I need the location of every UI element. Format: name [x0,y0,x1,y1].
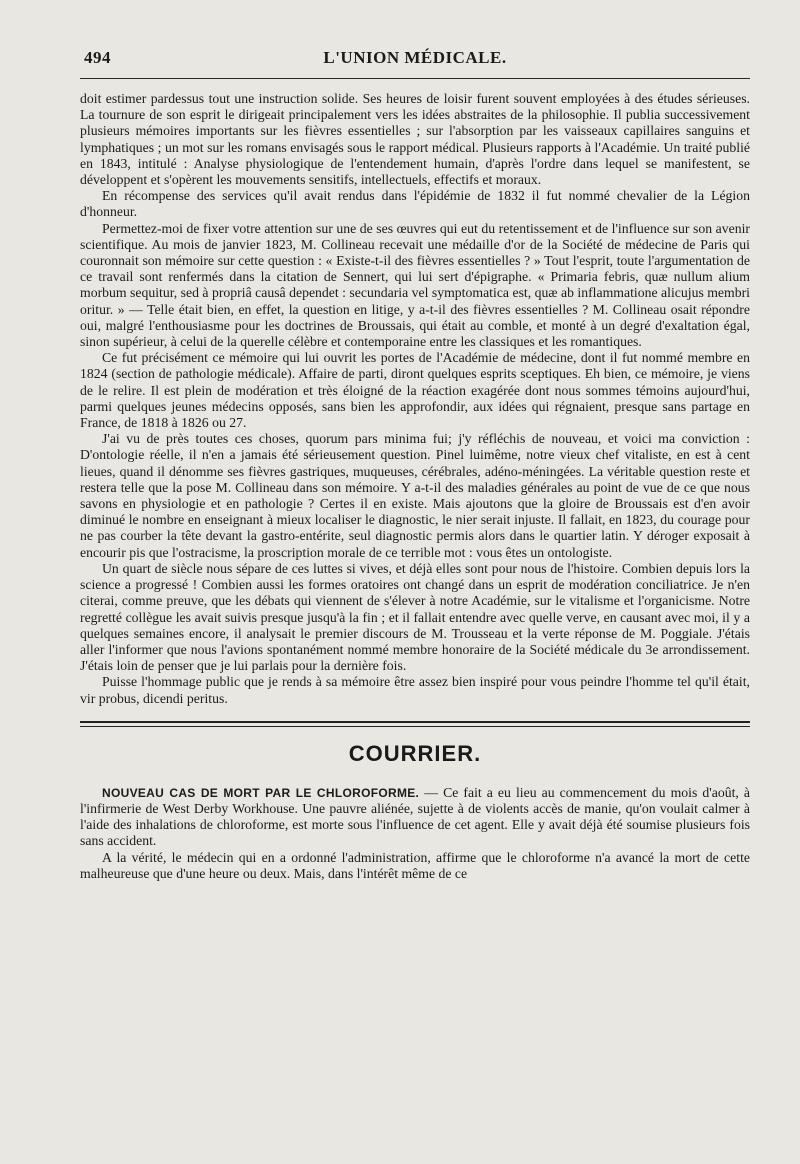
page-number: 494 [84,48,111,67]
paragraph: A la vérité, le médecin qui en a ordonné l'administration, affirme que le chloroforme n'a avancé la mort de cette malheureuse que d'une heure ou deux. Mais, dans l'intérêt même de ce [80,849,750,881]
running-title: L'UNION MÉDICALE. [323,48,507,67]
paragraph: doit estimer pardessus tout une instruction solide. Ses heures de loisir furent souvent employées à des études sérieuses. La tournure de son esprit le dirigeait principalement vers les idées abstraites de la philosophie. Il publia successivement plusieurs mémoires importants sur les fièvres essentielles ; sur l'absorption par les vaisseaux capillaires sanguins et lymphatiques ; un mot sur les romans envisagés sous le rapport médical. Plusieurs rapports à l'Académie. Un traité publié en 1843, intitulé : Analyse physiologique de l'entendement humain, d'après l'ordre dans lequel se manifestent, se développent et s'opèrent les mouvements sensitifs, intellectuels, effectifs et moraux. [80,91,750,188]
paragraph: En récompense des services qu'il avait rendus dans l'épidémie de 1832 il fut nommé chevalier de la Légion d'honneur. [80,188,750,220]
paragraph: Permettez-moi de fixer votre attention sur une de ses œuvres qui eut du retentissement et de l'influence sur son avenir scientifique. Au mois de janvier 1823, M. Collineau recevait une médaille d'or de la Société de médecine de Paris qui couronnait son mémoire sur cette question : « Existe-t-il des fièvres essentielles ? » Tout l'esprit, toute l'argumentation de ce travail sont renfermés dans la citation de Sennert, qui lui sert d'épigraphe. « Primaria febris, quæ nullum alium morbum sequitur, sed à propriâ causâ dependet : secundaria vel symptomatica est, quæ ab inflammatione alicujus membri oritur. » — Telle était bien, en effet, la question en litige, y a-t-il des fièvres essentielles ? M. Collineau osait répondre oui, malgré l'enthousiasme pour les doctrines de Broussais, qui était au comble, et monté à un degré d'exaltation égal, sinon supérieur, à celui de la querelle célèbre et contemporaine entre les classiques et les romantiques. [80,220,750,350]
section-divider [80,721,750,727]
header-rule [80,78,750,79]
paragraph: Puisse l'hommage public que je rends à sa mémoire être assez bien inspiré pour vous peindre l'homme tel qu'il était, vir probus, dicendi peritus. [80,674,750,706]
article-body [80,91,750,707]
section-title: COURRIER. [348,740,482,766]
paragraph: Un quart de siècle nous sépare de ces luttes si vives, et déjà elles sont pour nous de l'histoire. Combien depuis lors la science a progressé ! Combien aussi les formes oratoires ont changé dans un esprit de modération conciliatrice. Je n'en citerai, comme preuve, que les débats qui viennent de s'élever à notre Académie, sur le vitalisme et l'organicisme. Notre regretté collègue les avait suivis presque jusqu'à la fin ; et il fallait entendre avec quelle verve, en causant avec moi, il y a quelques semaines encore, il analysait le premier discours de M. Trousseau et la verte réponse de M. Poggiale. J'étais aller l'informer que nous l'avions spontanément nommé membre honoraire de la Société médicale du 3e arrondissement. J'étais loin de penser que je lui parlais pour la dernière fois. [80,560,750,674]
courrier-paragraph [80,785,750,850]
news-headline: NOUVEAU CAS DE MORT PAR LE CHLOROFORME. [102,785,420,800]
courrier-body [80,785,750,882]
page-header [80,44,750,74]
paragraph: J'ai vu de près toutes ces choses, quorum pars minima fui; j'y réfléchis de nouveau, et voici ma conviction : D'ontologie réelle, il n'en a jamais été sérieusement question. Pinel luimême, notre vieux chef vitaliste, en est à cent lieues, quand il dénomme ses fièvres gastriques, muqueuses, cérébrales, adéno-méningées. La véritable question reste et restera telle que la pose M. Collineau dans son mémoire. Y a-t-il des maladies générales au point de vue de ce que nous savons en physiologie et en pathologie ? Certes il en existe. Mais ajoutons que la gloire de Broussais est d'en avoir diminué le nombre en enseignant à mieux localiser le diagnostic, le nier serait injuste. Il fallait, en 1823, du courage pour ne pas courber la tête devant la gastro-entérite, seul diagnostic permis alors dans le quartier latin. Y déroger exposait à encourir pis que l'ostracisme, la proscription morale de ce terrible mot : vous êtes un ontologiste. [80,431,750,560]
news-text: — Ce fait a eu lieu au commencement du mois d'août, à l'infirmerie de West Derby Workhouse. Une pauvre aliénée, sujette à de violents accès de manie, qu'on voulait calmer à l'aide des inhalations de chloroforme, est morte sous l'influence de cet agent. Elle y avait déjà été soumise plusieurs fois sans accident. [80,784,751,849]
paragraph: Ce fut précisément ce mémoire qui lui ouvrit les portes de l'Académie de médecine, dont il fut nommé membre en 1824 (section de pathologie médicale). Affaire de parti, diront quelques esprits sceptiques. Eh bien, ce mémoire, je viens de le relire. Il est plein de modération et très éloigné de la réaction exagérée dont nous sommes témoins aujourd'hui, parmi quelques jeunes médecins opposés, sans bien les approfondir, aux idées qui régnaient, presque sans partage en France, de 1818 à 1826 ou 27. [80,350,750,431]
